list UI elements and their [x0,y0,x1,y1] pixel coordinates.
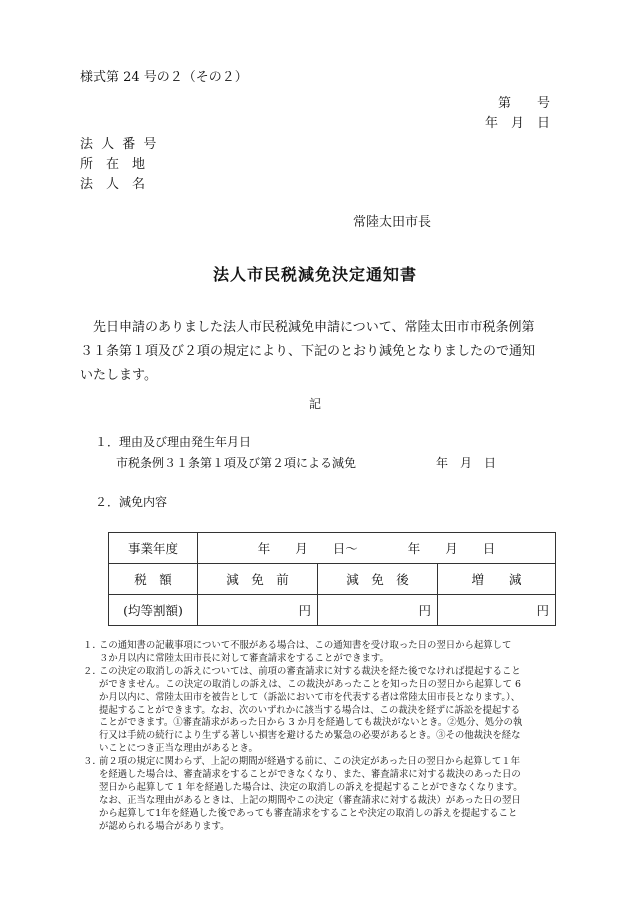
change-header: 増 減 [438,564,556,595]
note-line: 行又は手続の続行により生ずる著しい損害を避けるため緊急の必要があるとき。③その他裁決を経な [99,730,521,742]
issuer-name: 常陸太田市長 [353,215,432,230]
note-line: この決定の取消しの訴えについては、前項の審査請求に対する裁決を経た後でなければ提起すること [99,665,521,677]
notes-section [83,640,558,834]
note-line: なお、正当な理由があるときは、上記の期間やこの決定（審査請求に対する裁決）があった日の翌日 [99,794,521,806]
note-line: 翌日から起算して 1 年を経過した場合は、決定の取消しの訴えを提起することができなくなります。 [99,781,523,793]
note-line: 前２項の規定に関わらず、上記の期間が経過する前に、この決定があった日の翌日から起算して１年 [99,756,521,768]
corporate-name-label: 法 人 名 [80,177,146,192]
per-capita-label: (均等割額) [109,595,198,626]
table-row [109,564,556,595]
before-amount-yen: 円 [198,595,318,626]
after-amount-yen: 円 [318,595,438,626]
note-line: ことができます。①審査請求があった日から 3 か月を経過しても裁決がないとき。②処分、処分の執 [99,717,523,729]
table-row [109,595,556,626]
body-line: ３１条第１項及び２項の規定により、下記のとおり減免となりましたので通知 [80,344,536,359]
table-row [109,533,556,564]
fiscal-year-label: 事業年度 [109,533,198,564]
note-line: を経過した場合は、審査請求をすることができなくなり、また、審査請求に対する裁決のあった日の [99,769,521,781]
fiscal-period: 年 月 日～ 年 月 日 [198,533,556,564]
address-label: 所 在 地 [80,157,146,172]
section1-heading: １．理由及び理由発生年月日 [95,435,252,449]
change-amount-yen: 円 [438,595,556,626]
note-line: か月以内に、常陸太田市を被告として（訴訟において市を代表する者は常陸太田市長となります。）、 [99,691,521,703]
form-id: 様式第 24 号の２（その２） [80,70,248,85]
note-number: ３． [83,756,102,768]
reduction-table [108,532,556,626]
note-number: １． [83,640,102,651]
note-line: いことにつき正当な理由があるとき。 [99,743,258,755]
section1-reason: 市税条例３１条第１項及び第２項による減免 [116,456,357,470]
body-line: 先日申請のありました法人市民税減免申請について、常陸太田市市税条例第 [93,320,535,335]
after-reduction-header: 減 免 後 [318,564,438,595]
document-number-label: 第 号 [497,96,550,111]
note-line: 提起することができます。なお、次のいずれかに該当する場合は、この裁決を経ずに訴訟を提起する [99,704,521,716]
note-line: ３か月以内に常陸太田市長に対して審査請求をすることができます。 [99,652,389,664]
section1-date: 年 月 日 [436,456,497,470]
section2-heading: ２．減免内容 [95,495,168,509]
note-item [83,666,558,756]
note-item [83,756,558,833]
note-line: から起算して1年を経過した後であっても審査請求をすることや決定の取消しの訴えを提起すること [99,807,518,819]
note-number: ２． [83,665,102,677]
tax-amount-label: 税 額 [109,564,198,595]
document-title: 法人市民税減免決定通知書 [212,265,417,284]
note-line: この通知書の記載事項について不服がある場合は、この通知書を受け取った日の翌日から起算して [99,640,512,651]
issue-date-label: 年 月 日 [484,116,550,131]
note-line: が認められる場合があります。 [99,820,230,832]
corporate-number-label: 法 人 番 号 [80,137,159,152]
body-line: いたします。 [80,368,157,383]
note-line: ができません。この決定の取消しの訴えは、この裁決があったことを知った日の翌日から起算して 6 [99,678,521,690]
body-text [80,316,558,388]
note-item [83,640,558,666]
before-reduction-header: 減 免 前 [198,564,318,595]
ki-mark: 記 [309,397,322,411]
